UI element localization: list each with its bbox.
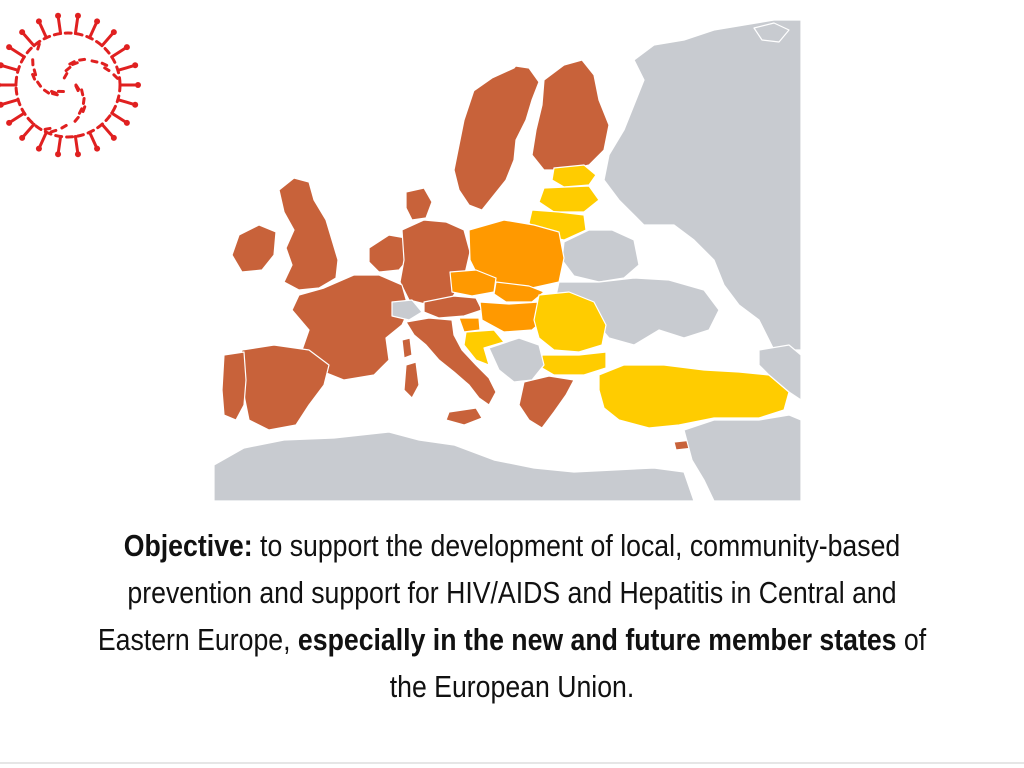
virus-dash <box>73 63 78 65</box>
virus-spike-tip <box>94 18 100 24</box>
virus-spike-tip <box>19 29 25 35</box>
virus-spike <box>112 48 125 57</box>
virus-icon <box>0 0 146 175</box>
map-region-corsica <box>402 338 412 358</box>
virus-spike-tip <box>55 151 61 157</box>
virus-spike <box>102 34 112 46</box>
virus-spike <box>118 66 133 71</box>
virus-spike-tip <box>0 82 1 88</box>
bottom-divider <box>0 762 1024 764</box>
objective-emphasis: especially in the new and future member states <box>297 622 897 657</box>
virus-spike <box>90 132 97 147</box>
virus-spike <box>23 34 33 46</box>
virus-dash <box>51 130 56 132</box>
virus-ring <box>16 33 120 137</box>
virus-dash <box>105 68 109 71</box>
virus-spike <box>11 48 24 57</box>
virus-dash <box>66 67 70 70</box>
virus-spike-tip <box>75 151 81 157</box>
virus-dash <box>45 128 50 129</box>
virus-spike-tip <box>6 120 12 126</box>
virus-spike-tip <box>124 120 130 126</box>
virus-spike-tip <box>132 102 138 108</box>
virus-spike-tip <box>111 29 117 35</box>
objective-text-2: of the European Union. <box>389 622 927 704</box>
virus-spike <box>58 18 60 34</box>
virus-dash <box>102 63 107 65</box>
virus-spike-tip <box>6 44 12 50</box>
objective-caption <box>89 522 935 710</box>
europe-map <box>214 20 801 501</box>
virus-dash <box>76 86 78 91</box>
virus-dash <box>64 74 66 78</box>
virus-spike <box>112 113 125 122</box>
virus-dash <box>114 75 118 79</box>
virus-spike <box>58 136 60 152</box>
virus-spike <box>3 66 18 71</box>
europe-map-svg <box>214 20 801 501</box>
map-region-belarus <box>562 230 639 282</box>
virus-spike <box>11 113 24 122</box>
objective-text-1: to support the development of local, community-based prevention and support for HIV/AIDS and Hepatitis in Central and Eastern Europe, <box>97 528 901 657</box>
virus-dash <box>80 59 85 60</box>
virus-dash <box>75 117 78 121</box>
virus-spike <box>3 100 18 105</box>
virus-spike-tip <box>75 13 81 19</box>
virus-spike-tip <box>94 146 100 152</box>
virus-dash <box>34 70 35 75</box>
virus-spike-tip <box>132 62 138 68</box>
virus-spike-tip <box>111 135 117 141</box>
objective-label: Objective: <box>123 528 253 563</box>
virus-spike <box>40 132 47 147</box>
virus-dash <box>62 125 66 128</box>
virus-spike-tip <box>124 44 130 50</box>
virus-spike-tip <box>36 18 42 24</box>
virus-spike <box>118 100 133 105</box>
virus-dash <box>44 90 48 93</box>
virus-spike <box>102 124 112 136</box>
virus-dash <box>38 44 39 49</box>
virus-spike <box>75 136 77 152</box>
virus-spike <box>75 18 77 34</box>
virus-dash <box>51 91 56 93</box>
map-region-bulgaria <box>542 352 606 375</box>
virus-spike-tip <box>19 135 25 141</box>
virus-spike <box>40 23 47 38</box>
virus-dash <box>82 90 83 95</box>
virus-spike <box>90 23 97 38</box>
virus-dash <box>79 109 81 113</box>
virus-spike-tip <box>36 146 42 152</box>
virus-spike <box>23 124 33 136</box>
virus-dash <box>83 98 84 103</box>
virus-dash <box>92 61 97 62</box>
virus-spike-tip <box>135 82 141 88</box>
virus-dash <box>38 82 41 86</box>
virus-dash <box>83 107 85 112</box>
virus-spike-tip <box>55 13 61 19</box>
